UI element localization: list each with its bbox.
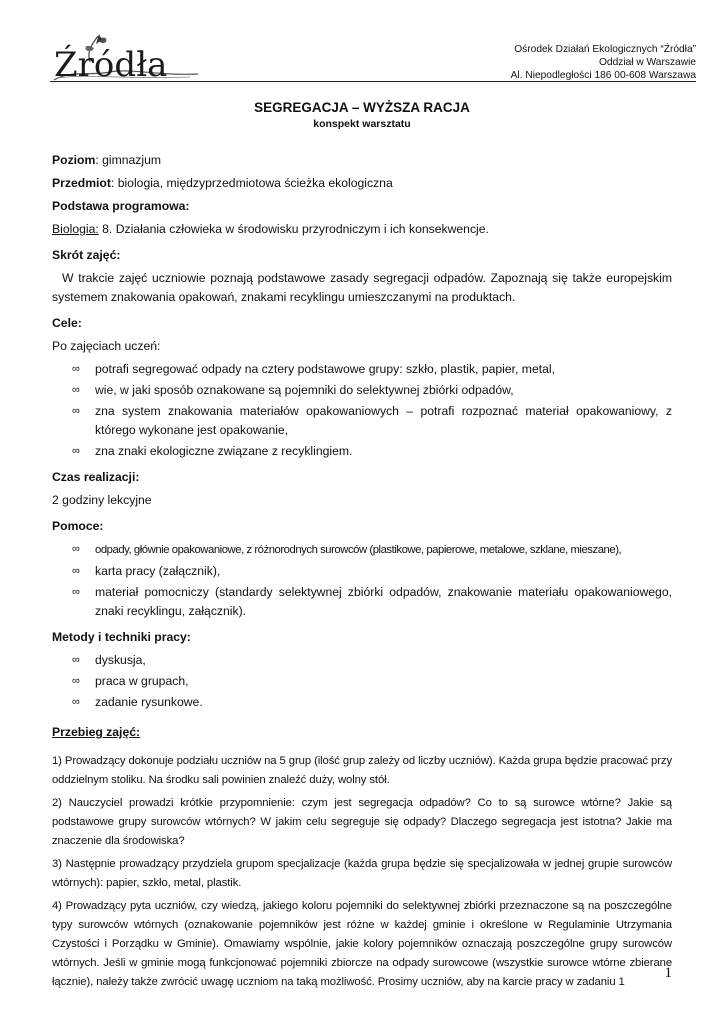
- infinity-bullet-icon: ∞: [72, 565, 80, 577]
- list-item: ∞ dyskusja,: [52, 651, 672, 670]
- infinity-bullet-icon: ∞: [72, 654, 80, 666]
- step-1: 1) Prowadzący dokonuje podziału uczniów na 5 grup (ilość grup zależy od liczby uczniów). Każda grupa będzie pracować przy oddzielnym stoliku. Na środku sali powinien znaleźć duży, wolny stół.: [52, 755, 672, 786]
- poziom-line: [52, 151, 672, 170]
- czas-value: 2 godziny lekcyjne: [52, 493, 152, 507]
- document-subtitle: konspekt warsztatu: [313, 118, 411, 130]
- list-item: ∞ odpady, głównie opakowaniowe, z różnorodnych surowców (plastikowe, papierowe, metalowe, szklane, mieszane),: [52, 540, 672, 560]
- infinity-bullet-icon: ∞: [72, 445, 80, 457]
- infinity-bullet-icon: ∞: [72, 696, 80, 708]
- list-item: ∞ wie, w jaki sposób oznakowane są pojemniki do selektywnej zbiórki odpadów,: [52, 381, 672, 400]
- logo-wordmark: Źródła: [54, 45, 168, 84]
- list-item: ∞ karta pracy (załącznik),: [52, 562, 672, 581]
- list-item: ∞ materiał pomocniczy (standardy selektywnej zbiórki odpadów, znakowanie materiału opakowaniowego, znaki recyklingu, załącznik).: [72, 585, 672, 618]
- cele-list: [52, 360, 672, 461]
- document-body: [52, 151, 672, 996]
- list-item: ∞ praca w grupach,: [52, 672, 672, 691]
- org-line-branch: Oddział w Warszawie: [599, 57, 696, 69]
- cele-intro: Po zajęciach uczeń:: [52, 339, 161, 353]
- pomoce-label: Pomoce:: [52, 519, 104, 533]
- skrot-text: W trakcie zajęć uczniowie poznają podstawowe zasady segregacji odpadów. Zapoznają się także europejskim systemem znakowania opakowań, znakami recyklingu umieszczanymi na produktach.: [52, 271, 672, 304]
- step-2: 2) Nauczyciel prowadzi krótkie przypomnienie: czym jest segregacja odpadów? Co to są surowce wtórne? Jakie są podstawowe grupy surowców wtórnych? W jakim celu segreguje się odpady? Dlaczego segregacja jest istotna? Jakie ma znaczenie dla środowiska?: [52, 797, 672, 847]
- infinity-bullet-icon: ∞: [72, 543, 80, 555]
- document-title: SEGREGACJA – WYŻSZA RACJA: [254, 100, 470, 115]
- org-line-name: Ośrodek Działań Ekologicznych “Źródła”: [514, 44, 696, 55]
- organization-address: [511, 43, 696, 83]
- list-item: ∞ zadanie rysunkowe.: [52, 693, 672, 712]
- header-rule: [50, 81, 696, 82]
- step-3: 3) Następnie prowadzący przydziela grupom specjalizacje (każda grupa będzie się specjalizowała w jednej grupie surowców wtórnych): papier, szkło, metal, plastik.: [52, 858, 672, 889]
- przedmiot-value: : biologia, międzyprzedmiotowa ścieżka ekologiczna: [110, 176, 393, 190]
- zrodla-logo: [50, 32, 202, 84]
- metody-list: [52, 651, 672, 712]
- infinity-bullet-icon: ∞: [72, 384, 80, 396]
- podstawa-text: 8. Działania człowieka w środowisku przyrodniczym i ich konsekwencje.: [98, 222, 489, 236]
- page-number: 1: [664, 965, 672, 981]
- biologia-link[interactable]: Biologia:: [52, 222, 99, 236]
- metody-label: Metody i techniki pracy:: [52, 630, 191, 644]
- list-item: ∞ zna system znakowania materiałów opakowaniowych – potrafi rozpoznać materiał opakowaniowy, z którego wykonane jest opakowanie,: [72, 404, 672, 437]
- skrot-label: Skrót zajęć:: [52, 248, 121, 262]
- infinity-bullet-icon: ∞: [72, 405, 80, 417]
- infinity-bullet-icon: ∞: [72, 586, 80, 598]
- poziom-label: Poziom: [52, 153, 96, 167]
- przebieg-label: Przebieg zajęć:: [52, 725, 141, 739]
- poziom-value: : gimnazjum: [95, 153, 162, 167]
- org-line-address: Al. Niepodległości 186 00-608 Warszawa: [510, 70, 696, 82]
- list-item: ∞ potrafi segregować odpady na cztery podstawowe grupy: szkło, plastik, papier, metal,: [52, 360, 672, 379]
- podstawa-line: [52, 220, 672, 239]
- infinity-bullet-icon: ∞: [72, 675, 80, 687]
- przebieg-steps: [52, 752, 672, 992]
- list-item: ∞ zna znaki ekologiczne związane z recyklingiem.: [52, 442, 672, 461]
- czas-label: Czas realizacji:: [52, 470, 140, 484]
- cele-label: Cele:: [52, 316, 82, 330]
- podstawa-label: Podstawa programowa:: [52, 199, 190, 213]
- przedmiot-line: [52, 174, 672, 193]
- pomoce-list: [52, 540, 672, 621]
- step-4: 4) Prowadzący pyta uczniów, czy wiedzą, jakiego koloru pojemniki do selektywnej zbiórki przeznaczone są na poszczególne typy surowców wtórnych (oznakowanie pojemników jest różne w każdej gminie i określone w Regulaminie Utrzymania Czystości i Porządku w Gminie). Omawiamy wspólnie, jakie kolory pojemników oznaczają poszczególne grupy surowców wtórnych. Jeśli w gminie mogą funkcjonować pojemniki zbiorcze na odpady surowcowe (wszystkie surowce wtórne zbierane łącznie), należy także zwrócić uwagę uczniom na taką możliwość. Prosimy uczniów, aby na karcie pracy w zadaniu 1: [52, 900, 672, 988]
- przedmiot-label: Przedmiot: [52, 176, 111, 190]
- infinity-bullet-icon: ∞: [72, 363, 80, 375]
